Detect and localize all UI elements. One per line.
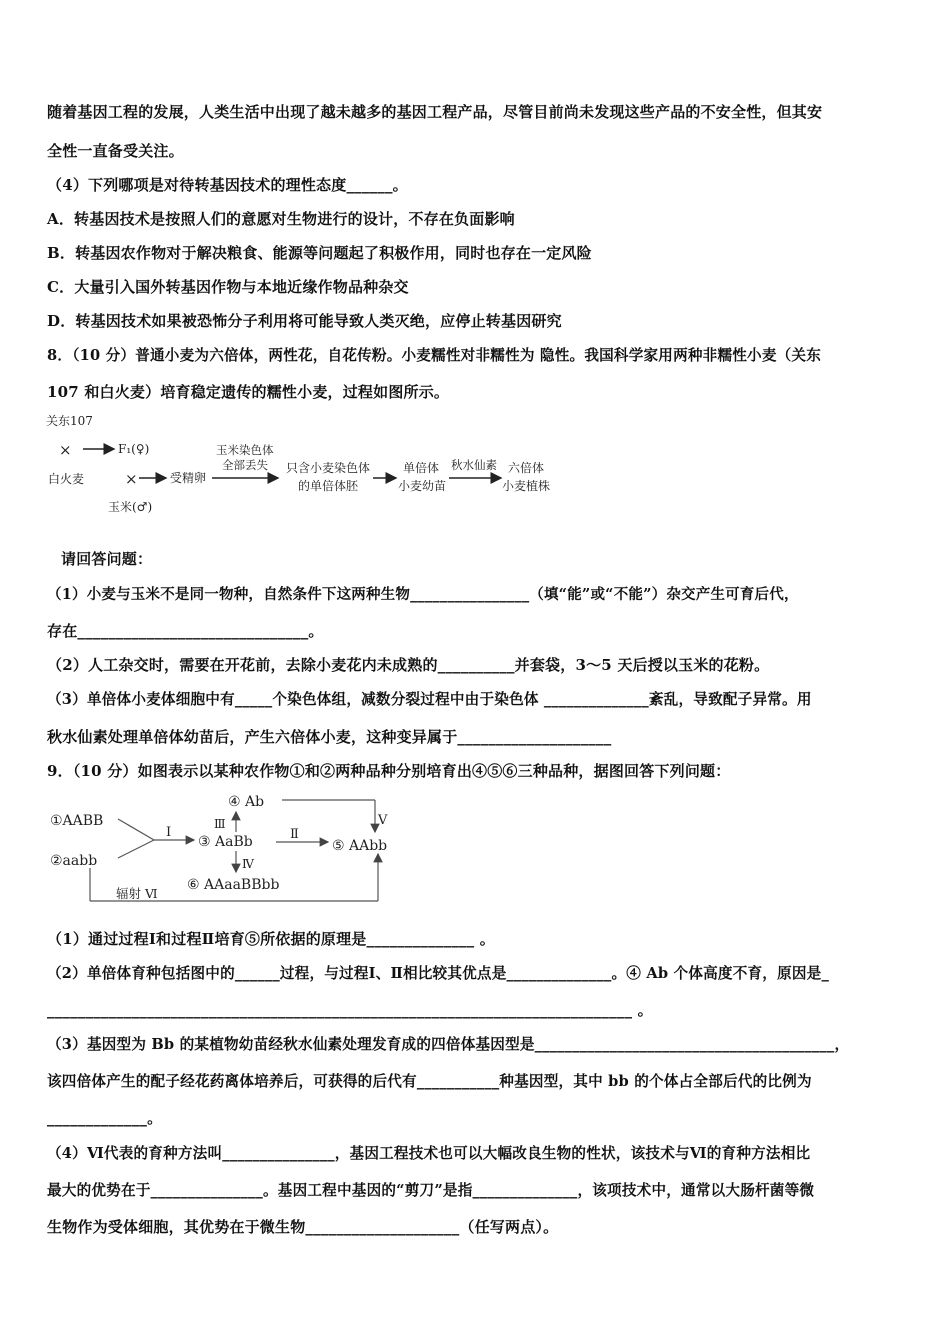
- q8-prompt: 请回答问题：: [61, 550, 153, 568]
- q7-option-b: B．转基因农作物对于解决粮食、能源等问题起了积极作用，同时也存在一定风险: [47, 244, 592, 262]
- label-process-iii: Ⅲ: [214, 817, 226, 831]
- node-4-ab: ④ Ab: [228, 794, 265, 810]
- node-1-aabb-dominant: ①AABB: [50, 813, 104, 829]
- q8-part3-line-2: 秋水仙素处理单倍体幼苗后，产生六倍体小麦，这种变异属于____________________: [47, 728, 612, 746]
- q9-stem: 9．（10 分）如图表示以某种农作物①和②两种品种分别培育出④⑤⑥三种品种，据图回答下列问题：: [47, 762, 731, 780]
- q7-option-a: A．转基因技术是按照人们的意愿对生物进行的设计，不存在负面影响: [47, 210, 515, 228]
- node-3-aabb-hybrid: ③ AaBb: [198, 834, 253, 850]
- zygote-label: 受精卵: [170, 471, 207, 485]
- embryo-label-1: 只含小麦染色体: [286, 461, 371, 475]
- label-process-vi: 辐射 Ⅵ: [116, 886, 158, 901]
- cross-symbol-2: ×: [125, 470, 138, 488]
- guandong-label: 关东107: [46, 414, 93, 428]
- node-6-tetraploid: ⑥ AAaaBBbb: [187, 877, 280, 893]
- q8-stem-line-2: 107 和白火麦）培育稳定遗传的糯性小麦，过程如图所示。: [47, 383, 450, 401]
- q9-part3-line-2: 该四倍体产生的配子经花药离体培养后，可获得的后代有___________种基因型，其中 bb 的个体占全部后代的比例为: [47, 1073, 812, 1090]
- label-process-ii: Ⅱ: [290, 827, 299, 842]
- q8-part1-line-1: （1）小麦与玉米不是同一物种，自然条件下这两种生物________________（填“能”或“不能”）杂交产生可育后代，: [47, 586, 799, 603]
- q9-part3-line-3: _____________。: [47, 1109, 163, 1127]
- embryo-label-2: 的单倍体胚: [298, 479, 359, 493]
- q7-option-c: C．大量引入国外转基因作物与本地近缘作物品种杂交: [47, 278, 409, 296]
- label-process-i: Ⅰ: [166, 825, 172, 840]
- wheat-breeding-diagram: [40, 408, 570, 518]
- lose-label-2: 全部丢失: [222, 458, 268, 472]
- crop-breeding-diagram: [44, 788, 414, 908]
- line-from-node-2: [118, 840, 154, 858]
- label-process-iv: Ⅳ: [242, 857, 254, 871]
- q8-part3-line-1: （3）单倍体小麦体细胞中有_____个染色体组，减数分裂过程中由于染色体 ______________紊乱，导致配子异常。用: [47, 691, 812, 708]
- baihuo-label: 白火麦: [48, 472, 85, 486]
- hexaploid-label-2: 小麦植株: [502, 479, 551, 493]
- q9-part4-line-3: 生物作为受体细胞，其优势在于微生物____________________（任写两点）。: [47, 1218, 559, 1236]
- q9-part4-line-2: 最大的优势在于_______________。基因工程中基因的“剪刀”是指______________，该项技术中，通常以大肠杆菌等微: [47, 1182, 815, 1199]
- hexaploid-label-1: 六倍体: [508, 461, 545, 475]
- lose-label-1: 玉米染色体: [216, 443, 274, 457]
- q9-part1: （1）通过过程Ⅰ和过程Ⅱ培育⑤所依据的原理是______________ 。: [47, 930, 495, 948]
- seedling-label-1: 单倍体: [403, 461, 440, 475]
- line-from-node-1: [118, 819, 154, 840]
- seedling-label-2: 小麦幼苗: [398, 479, 447, 493]
- q7-part4-stem: （4）下列哪项是对待转基因技术的理性态度______。: [47, 176, 408, 194]
- label-process-v: Ⅴ: [378, 813, 388, 828]
- intro-line-1: 随着基因工程的发展，人类生活中出现了越未越多的基因工程产品，尽管目前尚未发现这些产品的不安全性，但其安: [47, 103, 823, 121]
- intro-line-2: 全性一直备受关注。: [47, 142, 184, 160]
- colchicine-label: 秋水仙素: [451, 458, 497, 472]
- q9-part3-line-1: （3）基因型为 Bb 的某植物幼苗经秋水仙素处理发育成的四倍体基因型是________________________________________，: [47, 1036, 850, 1053]
- q9-part2-line-1: （2）单倍体育种包括图中的______过程，与过程Ⅰ、Ⅱ相比较其优点是______________。④ Ab 个体高度不育，原因是_: [47, 965, 829, 982]
- q8-part2: （2）人工杂交时，需要在开花前，去除小麦花内未成熟的__________并套袋，3～5 天后授以玉米的花粉。: [47, 656, 770, 674]
- q8-part1-line-2: 存在______________________________。: [47, 622, 324, 640]
- q9-part4-line-1: （4）Ⅵ代表的育种方法叫_______________，基因工程技术也可以大幅改良生物的性状，该技术与Ⅵ的育种方法相比: [47, 1145, 811, 1162]
- q9-part2-line-2: ____________________________________________________________________________ 。: [47, 1001, 653, 1019]
- maize-label: 玉米(♂): [108, 500, 153, 514]
- node-2-aabb-recessive: ②aabb: [50, 853, 98, 869]
- f1-label: F₁(♀): [118, 442, 150, 456]
- q8-stem-line-1: 8．（10 分）普通小麦为六倍体，两性花，自花传粉。小麦糯性对非糯性为 隐性。我国科学家用两种非糯性小麦（关东: [47, 347, 822, 364]
- node-5-aabb-target: ⑤ AAbb: [332, 838, 388, 854]
- q7-option-d: D．转基因技术如果被恐怖分子利用将可能导致人类灭绝，应停止转基因研究: [47, 312, 562, 330]
- cross-symbol-1: ×: [59, 441, 72, 459]
